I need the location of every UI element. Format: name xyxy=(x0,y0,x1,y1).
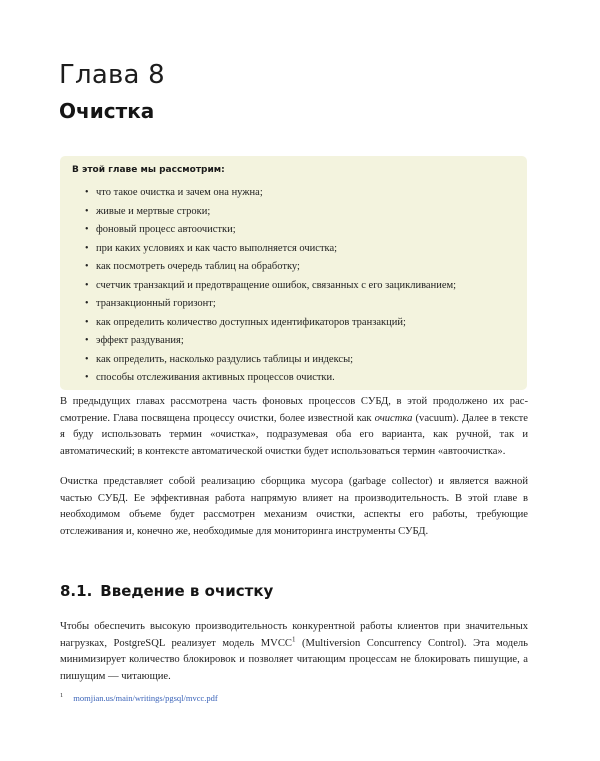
bullet-icon: • xyxy=(85,205,89,217)
bullet-icon: • xyxy=(85,298,89,309)
summary-heading: В этой главе мы рассмотрим: xyxy=(72,165,225,175)
bullet-icon: • xyxy=(85,261,89,272)
section-title: Введение в очистку xyxy=(100,582,274,600)
bullet-icon: • xyxy=(85,353,89,365)
bullet-icon: • xyxy=(85,316,89,328)
summary-item: • как определить, насколько раздулись таблицы и индексы; xyxy=(72,351,515,370)
summary-item: • фоновый процесс автоочистки; xyxy=(72,221,515,240)
bullet-icon: • xyxy=(85,187,89,198)
chapter-summary-box xyxy=(60,156,527,390)
bullet-icon: • xyxy=(85,335,89,346)
summary-item: • что такое очистка и зачем она нужна; xyxy=(72,184,515,203)
summary-list xyxy=(72,184,515,388)
section-heading xyxy=(60,582,273,600)
summary-item: • живые и мертвые строки; xyxy=(72,203,515,222)
bullet-icon: • xyxy=(85,242,89,254)
section-number: 8.1. xyxy=(60,582,93,600)
summary-item: • счетчик транзакций и предотвращение ошибок, связанных с его зацикливанием; xyxy=(72,277,515,296)
mvcc-paragraph: Чтобы обеспечить высокую производительность конкурентной работы клиентов при значительных нагрузках, PostgreSQL реализует модель MVCC$^1$ (Multiversion Concurrency Control). Эта модель минимизирует количество блокировок и позволяет читающим процессам не блокировать пишущие, а пишущим — читающие. xyxy=(60,621,529,682)
summary-item: • при каких условиях и как часто выполняется очистка; xyxy=(72,240,515,259)
summary-item: • транзакционный горизонт; xyxy=(72,295,515,314)
chapter-title: Очистка xyxy=(59,99,155,123)
summary-item: • как посмотреть очередь таблиц на обработку; xyxy=(72,258,515,277)
bullet-icon: • xyxy=(85,224,89,235)
emphasis-term: очистка xyxy=(374,412,413,424)
chapter-label: Глава 8 xyxy=(59,60,165,90)
summary-item: • способы отслеживания активных процессов очистки. xyxy=(72,369,515,388)
intro-paragraph: В предыдущих главах рассмотрена часть фоновых процессов СУБД, в этой продолжено их рассмотрение. Глава посвящена процессу очистки, более известной как очистка (vacuum). Далее в тексте я буду использовать термин «очистка», подразумевая оба его варианта, как ручной, так и автоматический; в контексте автоматической очистки будет использоваться термин «автоочистка». xyxy=(60,396,528,457)
footnote-mark: 1 xyxy=(60,692,64,699)
bullet-icon: • xyxy=(85,372,89,383)
summary-item: • как определить количество доступных идентификаторов транзакций; xyxy=(72,314,515,333)
footnote-link[interactable]: momjian.us/main/writings/pgsql/mvcc.pdf xyxy=(73,692,218,703)
footnote xyxy=(60,692,218,703)
summary-item: • эффект раздувания; xyxy=(72,332,515,351)
bullet-icon: • xyxy=(85,279,89,291)
garbage-collector-paragraph: Очистка представляет собой реализацию сборщика мусора (garbage collector) и является важной частью СУБД. Ее эффективная работа напрямую влияет на производительность. В этой главе в необходимом объеме будет рассмотрен механизм очистки, аспекты его работы, требующие отслеживания и, конечно же, необходимые для мониторинга инструменты СУБД. xyxy=(60,476,528,537)
footnote-reference[interactable]: 1 xyxy=(291,634,296,643)
